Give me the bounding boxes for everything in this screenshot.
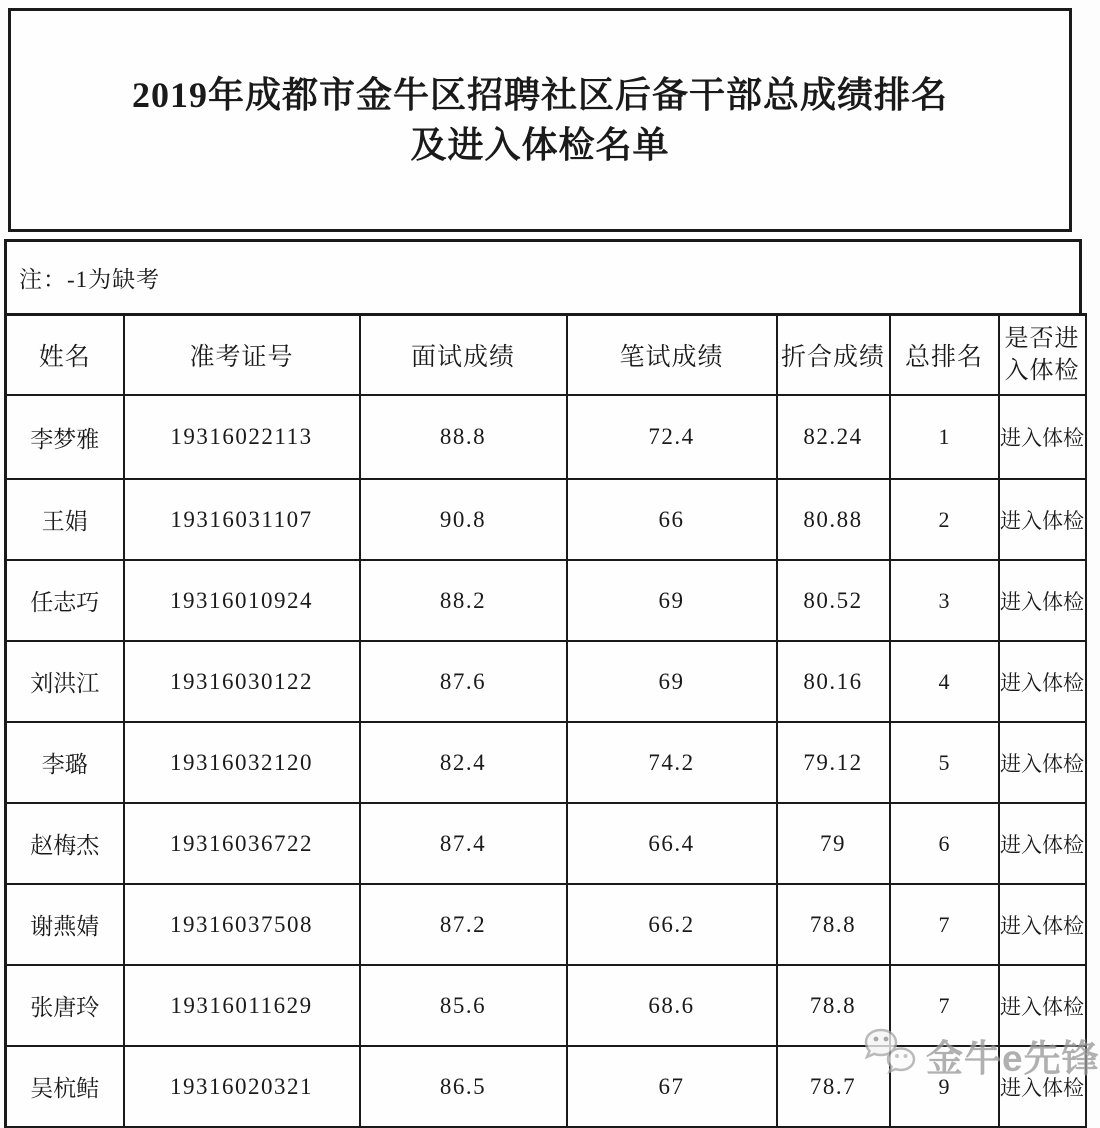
cell-rank: 7 <box>890 965 999 1046</box>
score-table <box>4 313 1087 1128</box>
cell-combined-score: 78.8 <box>777 884 890 965</box>
cell-combined-score: 80.52 <box>777 560 890 641</box>
cell-written-score: 72.4 <box>567 395 777 479</box>
cell-combined-score: 78.7 <box>777 1046 890 1127</box>
document-title-line1: 2019年成都市金牛区招聘社区后备干部总成绩排名 <box>131 75 948 115</box>
cell-written-score: 67 <box>567 1046 777 1127</box>
cell-exam-id: 19316030122 <box>124 641 360 722</box>
table-row <box>6 479 1086 560</box>
cell-rank: 9 <box>890 1046 999 1127</box>
col-header-exam-id: 准考证号 <box>124 315 360 396</box>
cell-status: 进入体检 <box>999 641 1086 722</box>
cell-written-score: 68.6 <box>567 965 777 1046</box>
cell-written-score: 74.2 <box>567 722 777 803</box>
cell-written-score: 69 <box>567 641 777 722</box>
cell-exam-id: 19316020321 <box>124 1046 360 1127</box>
col-header-name: 姓名 <box>6 315 124 396</box>
cell-name: 张唐玲 <box>6 965 124 1046</box>
cell-rank: 3 <box>890 560 999 641</box>
cell-name: 李璐 <box>6 722 124 803</box>
cell-rank: 7 <box>890 884 999 965</box>
cell-status: 进入体检 <box>999 722 1086 803</box>
cell-exam-id: 19316011629 <box>124 965 360 1046</box>
table-row <box>6 884 1086 965</box>
cell-name: 赵梅杰 <box>6 803 124 884</box>
cell-rank: 6 <box>890 803 999 884</box>
cell-interview-score: 87.4 <box>360 803 567 884</box>
cell-name: 任志巧 <box>6 560 124 641</box>
table-row <box>6 803 1086 884</box>
cell-written-score: 69 <box>567 560 777 641</box>
cell-status: 进入体检 <box>999 965 1086 1046</box>
document-title-box <box>8 8 1072 232</box>
cell-written-score: 66.4 <box>567 803 777 884</box>
watermark-text: 金牛e先锋 <box>926 1038 1100 1079</box>
cell-interview-score: 88.2 <box>360 560 567 641</box>
cell-exam-id: 19316022113 <box>124 395 360 479</box>
cell-interview-score: 86.5 <box>360 1046 567 1127</box>
document-title-line2: 及进入体检名单 <box>410 125 670 165</box>
cell-written-score: 66 <box>567 479 777 560</box>
cell-name: 吴杭鲒 <box>6 1046 124 1127</box>
table-row <box>6 1046 1086 1127</box>
cell-status: 进入体检 <box>999 803 1086 884</box>
cell-interview-score: 85.6 <box>360 965 567 1046</box>
table-row <box>6 722 1086 803</box>
cell-rank: 4 <box>890 641 999 722</box>
cell-interview-score: 88.8 <box>360 395 567 479</box>
table-header-row <box>6 315 1086 396</box>
cell-name: 刘洪江 <box>6 641 124 722</box>
col-header-interview-score: 面试成绩 <box>360 315 567 396</box>
cell-combined-score: 80.88 <box>777 479 890 560</box>
cell-status: 进入体检 <box>999 560 1086 641</box>
cell-name: 李梦雅 <box>6 395 124 479</box>
cell-name: 谢燕婧 <box>6 884 124 965</box>
cell-combined-score: 79 <box>777 803 890 884</box>
cell-rank: 2 <box>890 479 999 560</box>
cell-combined-score: 80.16 <box>777 641 890 722</box>
cell-exam-id: 19316032120 <box>124 722 360 803</box>
table-row <box>6 560 1086 641</box>
cell-combined-score: 78.8 <box>777 965 890 1046</box>
cell-interview-score: 87.6 <box>360 641 567 722</box>
table-row <box>6 641 1086 722</box>
cell-status: 进入体检 <box>999 479 1086 560</box>
cell-combined-score: 79.12 <box>777 722 890 803</box>
col-header-rank: 总排名 <box>890 315 999 396</box>
cell-written-score: 66.2 <box>567 884 777 965</box>
col-header-combined-score: 折合成绩 <box>777 315 890 396</box>
table-row <box>6 965 1086 1046</box>
cell-interview-score: 82.4 <box>360 722 567 803</box>
cell-interview-score: 90.8 <box>360 479 567 560</box>
cell-interview-score: 87.2 <box>360 884 567 965</box>
col-header-medical: 是否进入体检 <box>999 315 1086 396</box>
cell-combined-score: 82.24 <box>777 395 890 479</box>
cell-name: 王娟 <box>6 479 124 560</box>
score-table-wrap <box>4 313 1084 1128</box>
note-text: 注：-1为缺考 <box>19 267 161 292</box>
cell-status: 进入体检 <box>999 1046 1086 1127</box>
cell-exam-id: 19316031107 <box>124 479 360 560</box>
note-row <box>4 239 1082 313</box>
cell-exam-id: 19316037508 <box>124 884 360 965</box>
col-header-written-score: 笔试成绩 <box>567 315 777 396</box>
cell-rank: 1 <box>890 395 999 479</box>
cell-exam-id: 19316010924 <box>124 560 360 641</box>
cell-exam-id: 19316036722 <box>124 803 360 884</box>
cell-rank: 5 <box>890 722 999 803</box>
cell-status: 进入体检 <box>999 395 1086 479</box>
table-row <box>6 395 1086 479</box>
cell-status: 进入体检 <box>999 884 1086 965</box>
